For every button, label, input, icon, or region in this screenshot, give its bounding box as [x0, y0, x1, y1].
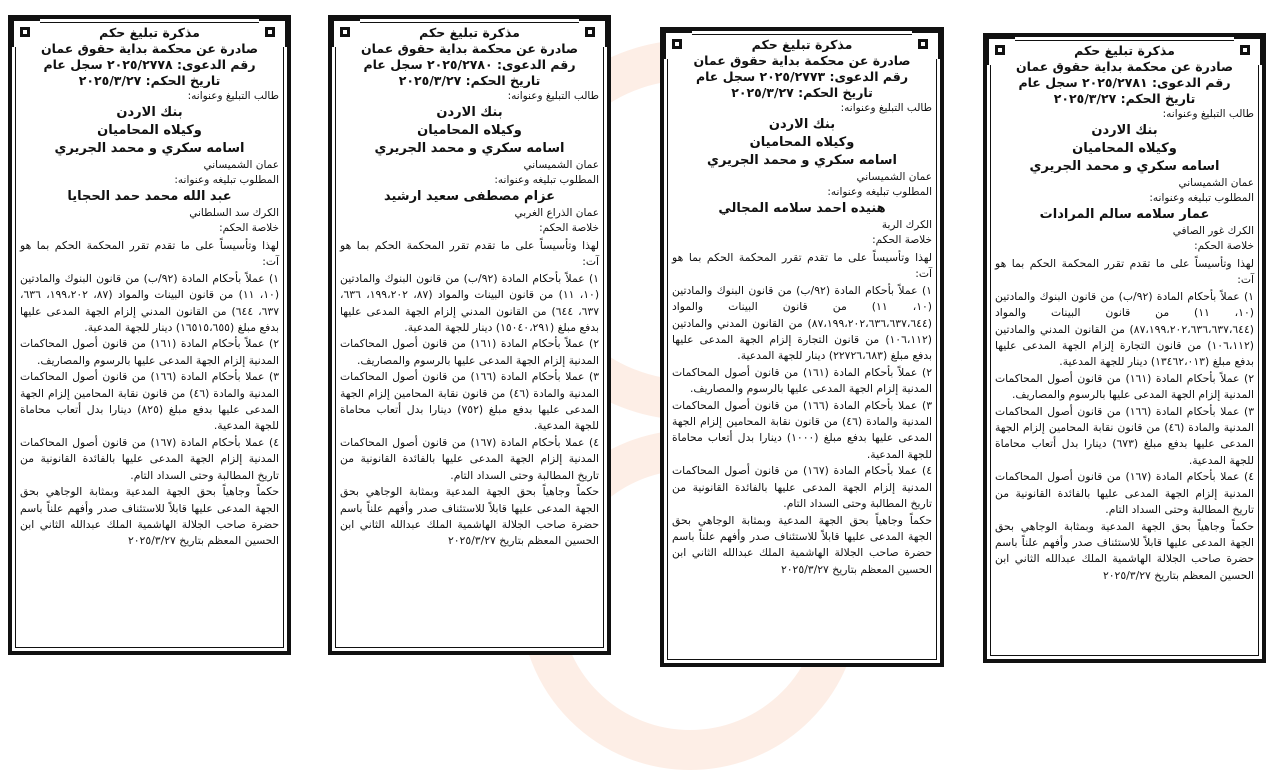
court-name: صادرة عن محكمة بداية حقوق عمان	[360, 41, 579, 56]
case-number: رقم الدعوى: ٢٠٢٥/٢٧٨١ سجل عام	[1018, 75, 1231, 90]
requester-label: طالب التبليغ وعنوانه:	[1162, 108, 1254, 120]
judgment-date: تاريخ الحكم: ٢٠٢٥/٣/٢٧	[398, 73, 541, 88]
court-name: صادرة عن محكمة بداية حقوق عمان	[40, 41, 259, 56]
judgment-paragraph: لهذا وتأسيساً على ما تقدم تقرر المحكمة الحكم بما هو آت:	[340, 239, 599, 269]
requester-label: طالب التبليغ وعنوانه:	[187, 90, 279, 102]
respondent-address: الكرك الربة	[881, 219, 932, 231]
requester-name: بنك الاردن	[1091, 123, 1158, 138]
attorneys-label: وكيلاه المحاميان	[417, 123, 522, 138]
court-name: صادرة عن محكمة بداية حقوق عمان	[1015, 59, 1234, 74]
judgment-paragraph: ٢) عملاً بأحكام المادة (١٦١) من قانون أصول المحاكمات المدنية إلزام الجهة المدعى عليها بالرسوم والمصاريف.	[20, 337, 279, 367]
respondent-label: المطلوب تبليغه وعنوانه:	[174, 174, 279, 186]
case-number: رقم الدعوى: ٢٠٢٥/٢٧٨٠ سجل عام	[363, 57, 576, 72]
requester-name: بنك الاردن	[436, 105, 503, 120]
judgment-paragraph: حكماً وجاهياً بحق الجهة المدعية وبمثابة الوجاهي بحق الجهة المدعى عليها قابلاً للاستئناف صدر وأفهم علناً باسم حضرة صاحب الجلالة الهاشمية الملك عبدالله الثاني ابن الحسين المعظم بتاريخ ٢٠٢٥/٣/٢٧	[20, 485, 279, 548]
respondent-name: عزام مصطفى سعيد ارشيد	[383, 189, 556, 204]
notice-title: مذكرة تبليغ حكم	[1074, 43, 1175, 58]
judgment-paragraph: لهذا وتأسيساً على ما تقدم تقرر المحكمة الحكم بما هو آت:	[995, 257, 1254, 287]
judgment-paragraph: لهذا وتأسيساً على ما تقدم تقرر المحكمة الحكم بما هو آت:	[20, 239, 279, 269]
judgment-body	[995, 256, 1254, 584]
judgment-date: تاريخ الحكم: ٢٠٢٥/٣/٢٧	[1053, 91, 1196, 106]
summary-label: خلاصة الحكم:	[539, 222, 599, 234]
judgment-date: تاريخ الحكم: ٢٠٢٥/٣/٢٧	[731, 85, 873, 100]
judgment-paragraph: ٢) عملاً بأحكام المادة (١٦١) من قانون أصول المحاكمات المدنية إلزام الجهة المدعى عليها بالرسوم والمصاريف.	[995, 371, 1254, 402]
judgment-body	[340, 238, 599, 550]
requester-label: طالب التبليغ وعنوانه:	[840, 102, 932, 114]
notice-card-1	[8, 15, 291, 655]
notice-card-2	[328, 15, 611, 655]
corner-ornament-icon	[579, 17, 609, 47]
judgment-paragraph: ٤) عملا بأحكام المادة (١٦٧) من قانون أصول المحاكمات المدنية إلزام الجهة المدعى عليها بالفائدة القانونية من تاريخ المطالبة وحتى السداد التام.	[995, 470, 1254, 517]
respondent-name: هنيده احمد سلامه المجالي	[718, 201, 886, 216]
respondent-name: عمار سلامه سالم المرادات	[1039, 207, 1210, 222]
case-number: رقم الدعوى: ٢٠٢٥/٢٧٧٨ سجل عام	[43, 57, 256, 72]
requester-address: عمان الشميساني	[523, 159, 599, 171]
requester-address: عمان الشميساني	[203, 159, 279, 171]
respondent-address: عمان الذراع الغربي	[514, 207, 599, 219]
judgment-paragraph: ١) عملاً بأحكام المادة (٩٢/ب) من قانون البنوك والمادتين (١٠، ١١) من قانون البينات والمواد (٨٧،١٩٩،٢٠٢،٦٣٦،٦٣٧،٦٤٤) من القانون المدني والمادتين (١٠٦،١١٢) من قانون التجارة إلزام الجهة المدعى عليها بدفع مبلغ (١٣٤٦٢،٠١٣) دينار للجهة المدعية.	[995, 289, 1254, 369]
requester-address: عمان الشميساني	[1178, 177, 1254, 189]
corner-ornament-icon	[985, 35, 1015, 65]
requester-name: بنك الاردن	[768, 117, 836, 132]
corner-ornament-icon	[330, 17, 360, 47]
judgment-paragraph: حكماً وجاهياً بحق الجهة المدعية وبمثابة الوجاهي بحق الجهة المدعى عليها قابلاً للاستئناف صدر وأفهم علناً باسم حضرة صاحب الجلالة الهاشمية الملك عبدالله الثاني ابن الحسين المعظم بتاريخ ٢٠٢٥/٣/٢٧	[995, 519, 1254, 582]
judgment-body	[672, 250, 932, 578]
notice-card-3	[660, 27, 944, 667]
attorneys-names: اسامه سكري و محمد الجريري	[374, 141, 565, 156]
respondent-label: المطلوب تبليغه وعنوانه:	[827, 186, 932, 198]
judgment-paragraph: حكماً وجاهياً بحق الجهة المدعية وبمثابة الوجاهي بحق الجهة المدعى عليها قابلاً للاستئناف صدر وأفهم علناً باسم حضرة صاحب الجلالة الهاشمية الملك عبدالله الثاني ابن الحسين المعظم بتاريخ ٢٠٢٥/٣/٢٧	[340, 485, 599, 548]
respondent-label: المطلوب تبليغه وعنوانه:	[1149, 192, 1254, 204]
respondent-name: عبد الله محمد حمد الحجايا	[67, 189, 232, 204]
requester-label: طالب التبليغ وعنوانه:	[507, 90, 599, 102]
requester-name: بنك الاردن	[116, 105, 183, 120]
requester-address: عمان الشميساني	[856, 171, 932, 183]
judgment-paragraph: ٣) عملا بأحكام المادة (١٦٦) من قانون أصول المحاكمات المدنية والمادة (٤٦) من قانون نقابة المحامين إلزام الجهة المدعى عليها بدفع مبلغ (٨٢٥) دينارا بدل أتعاب محاماة للجهة المدعية.	[20, 370, 280, 433]
attorneys-names: اسامه سكري و محمد الجريري	[707, 153, 897, 168]
judgment-paragraph: ١) عملاً بأحكام المادة (٩٢/ب) من قانون البنوك والمادتين (١٠، ١١) من قانون البينات والمواد (٨٧،١٩٩،٢٠٢،٦٣٦،٦٣٧،٦٤٤) من القانون المدني والمادتين (١٠٦،١١٢) من قانون التجارة إلزام الجهة المدعى عليها بدفع مبلغ (٢٢٧٢٦،٦٨٣) دينار للجهة المدعية.	[672, 283, 933, 363]
judgment-paragraph: ٤) عملا بأحكام المادة (١٦٧) من قانون أصول المحاكمات المدنية إلزام الجهة المدعى عليها بالفائدة القانونية من تاريخ المطالبة وحتى السداد التام.	[20, 435, 279, 482]
attorneys-label: وكيلاه المحاميان	[1072, 141, 1177, 156]
judgment-paragraph: لهذا وتأسيساً على ما تقدم تقرر المحكمة الحكم بما هو آت:	[672, 251, 932, 281]
attorneys-names: اسامه سكري و محمد الجريري	[54, 141, 245, 156]
attorneys-names: اسامه سكري و محمد الجريري	[1029, 159, 1220, 174]
judgment-paragraph: ١) عملاً بأحكام المادة (٩٢/ب) من قانون البنوك والمادتين (١٠، ١١) من قانون البينات والمواد (٨٧، ١٩٩،٢٠٢، ٦٣٦، ٦٣٧، ٦٤٤) من القانون المدني إلزام الجهة المدعى عليها بدفع مبلغ (١٥٠٤٠،٢٩١) دينار للجهة المدعية.	[340, 271, 600, 335]
notice-card-4	[983, 33, 1266, 663]
judgment-paragraph: ٣) عملا بأحكام المادة (١٦٦) من قانون أصول المحاكمات المدنية والمادة (٤٦) من قانون نقابة المحامين إلزام الجهة المدعى عليها بدفع مبلغ (٦٧٣) دينارا بدل أتعاب محاماة للجهة المدعية.	[995, 404, 1255, 467]
judgment-paragraph: حكماً وجاهياً بحق الجهة المدعية وبمثابة الوجاهي بحق الجهة المدعى عليها قابلاً للاستئناف صدر وأفهم علناً باسم حضرة صاحب الجلالة الهاشمية الملك عبدالله الثاني ابن الحسين المعظم بتاريخ ٢٠٢٥/٣/٢٧	[672, 513, 932, 576]
respondent-label: المطلوب تبليغه وعنوانه:	[494, 174, 599, 186]
summary-label: خلاصة الحكم:	[219, 222, 279, 234]
corner-ornament-icon	[662, 29, 692, 59]
judgment-date: تاريخ الحكم: ٢٠٢٥/٣/٢٧	[78, 73, 221, 88]
attorneys-label: وكيلاه المحاميان	[97, 123, 202, 138]
summary-label: خلاصة الحكم:	[872, 234, 932, 246]
judgment-paragraph: ٣) عملا بأحكام المادة (١٦٦) من قانون أصول المحاكمات المدنية والمادة (٤٦) من قانون نقابة المحامين إلزام الجهة المدعى عليها بدفع مبلغ (١٠٠٠) دينارا بدل أتعاب محاماة للجهة المدعية.	[672, 398, 933, 461]
court-name: صادرة عن محكمة بداية حقوق عمان	[693, 53, 911, 68]
notice-title: مذكرة تبليغ حكم	[751, 37, 853, 52]
corner-ornament-icon	[259, 17, 289, 47]
judgment-body	[20, 238, 279, 550]
judgment-paragraph: ٤) عملا بأحكام المادة (١٦٧) من قانون أصول المحاكمات المدنية إلزام الجهة المدعى عليها بالفائدة القانونية من تاريخ المطالبة وحتى السداد التام.	[672, 464, 932, 511]
corner-ornament-icon	[912, 29, 942, 59]
judgment-paragraph: ٢) عملاً بأحكام المادة (١٦١) من قانون أصول المحاكمات المدنية إلزام الجهة المدعى عليها بالرسوم والمصاريف.	[672, 365, 932, 396]
attorneys-label: وكيلاه المحاميان	[749, 135, 855, 150]
judgment-paragraph: ٤) عملا بأحكام المادة (١٦٧) من قانون أصول المحاكمات المدنية إلزام الجهة المدعى عليها بالفائدة القانونية من تاريخ المطالبة وحتى السداد التام.	[340, 435, 599, 482]
summary-label: خلاصة الحكم:	[1194, 240, 1254, 252]
respondent-address: الكرك سد السلطاني	[189, 207, 279, 219]
corner-ornament-icon	[10, 17, 40, 47]
notice-title: مذكرة تبليغ حكم	[99, 25, 200, 40]
notice-title: مذكرة تبليغ حكم	[419, 25, 520, 40]
judgment-paragraph: ٢) عملاً بأحكام المادة (١٦١) من قانون أصول المحاكمات المدنية إلزام الجهة المدعى عليها بالرسوم والمصاريف.	[340, 337, 599, 367]
judgment-paragraph: ١) عملاً بأحكام المادة (٩٢/ب) من قانون البنوك والمادتين (١٠، ١١) من قانون البينات والمواد (٨٧، ١٩٩،٢٠٢، ٦٣٦، ٦٣٧، ٦٤٤) من القانون المدني إلزام الجهة المدعى عليها بدفع مبلغ (١٦٥١٥،٦٥٥) دينار للجهة المدعية.	[20, 271, 280, 335]
respondent-address: الكرك غور الصافي	[1172, 225, 1254, 237]
corner-ornament-icon	[1234, 35, 1264, 65]
judgment-paragraph: ٣) عملا بأحكام المادة (١٦٦) من قانون أصول المحاكمات المدنية والمادة (٤٦) من قانون نقابة المحامين إلزام الجهة المدعى عليها بدفع مبلغ (٧٥٢) دينارا بدل أتعاب محاماة للجهة المدعية.	[340, 370, 600, 433]
case-number: رقم الدعوى: ٢٠٢٥/٢٧٧٣ سجل عام	[695, 69, 909, 84]
